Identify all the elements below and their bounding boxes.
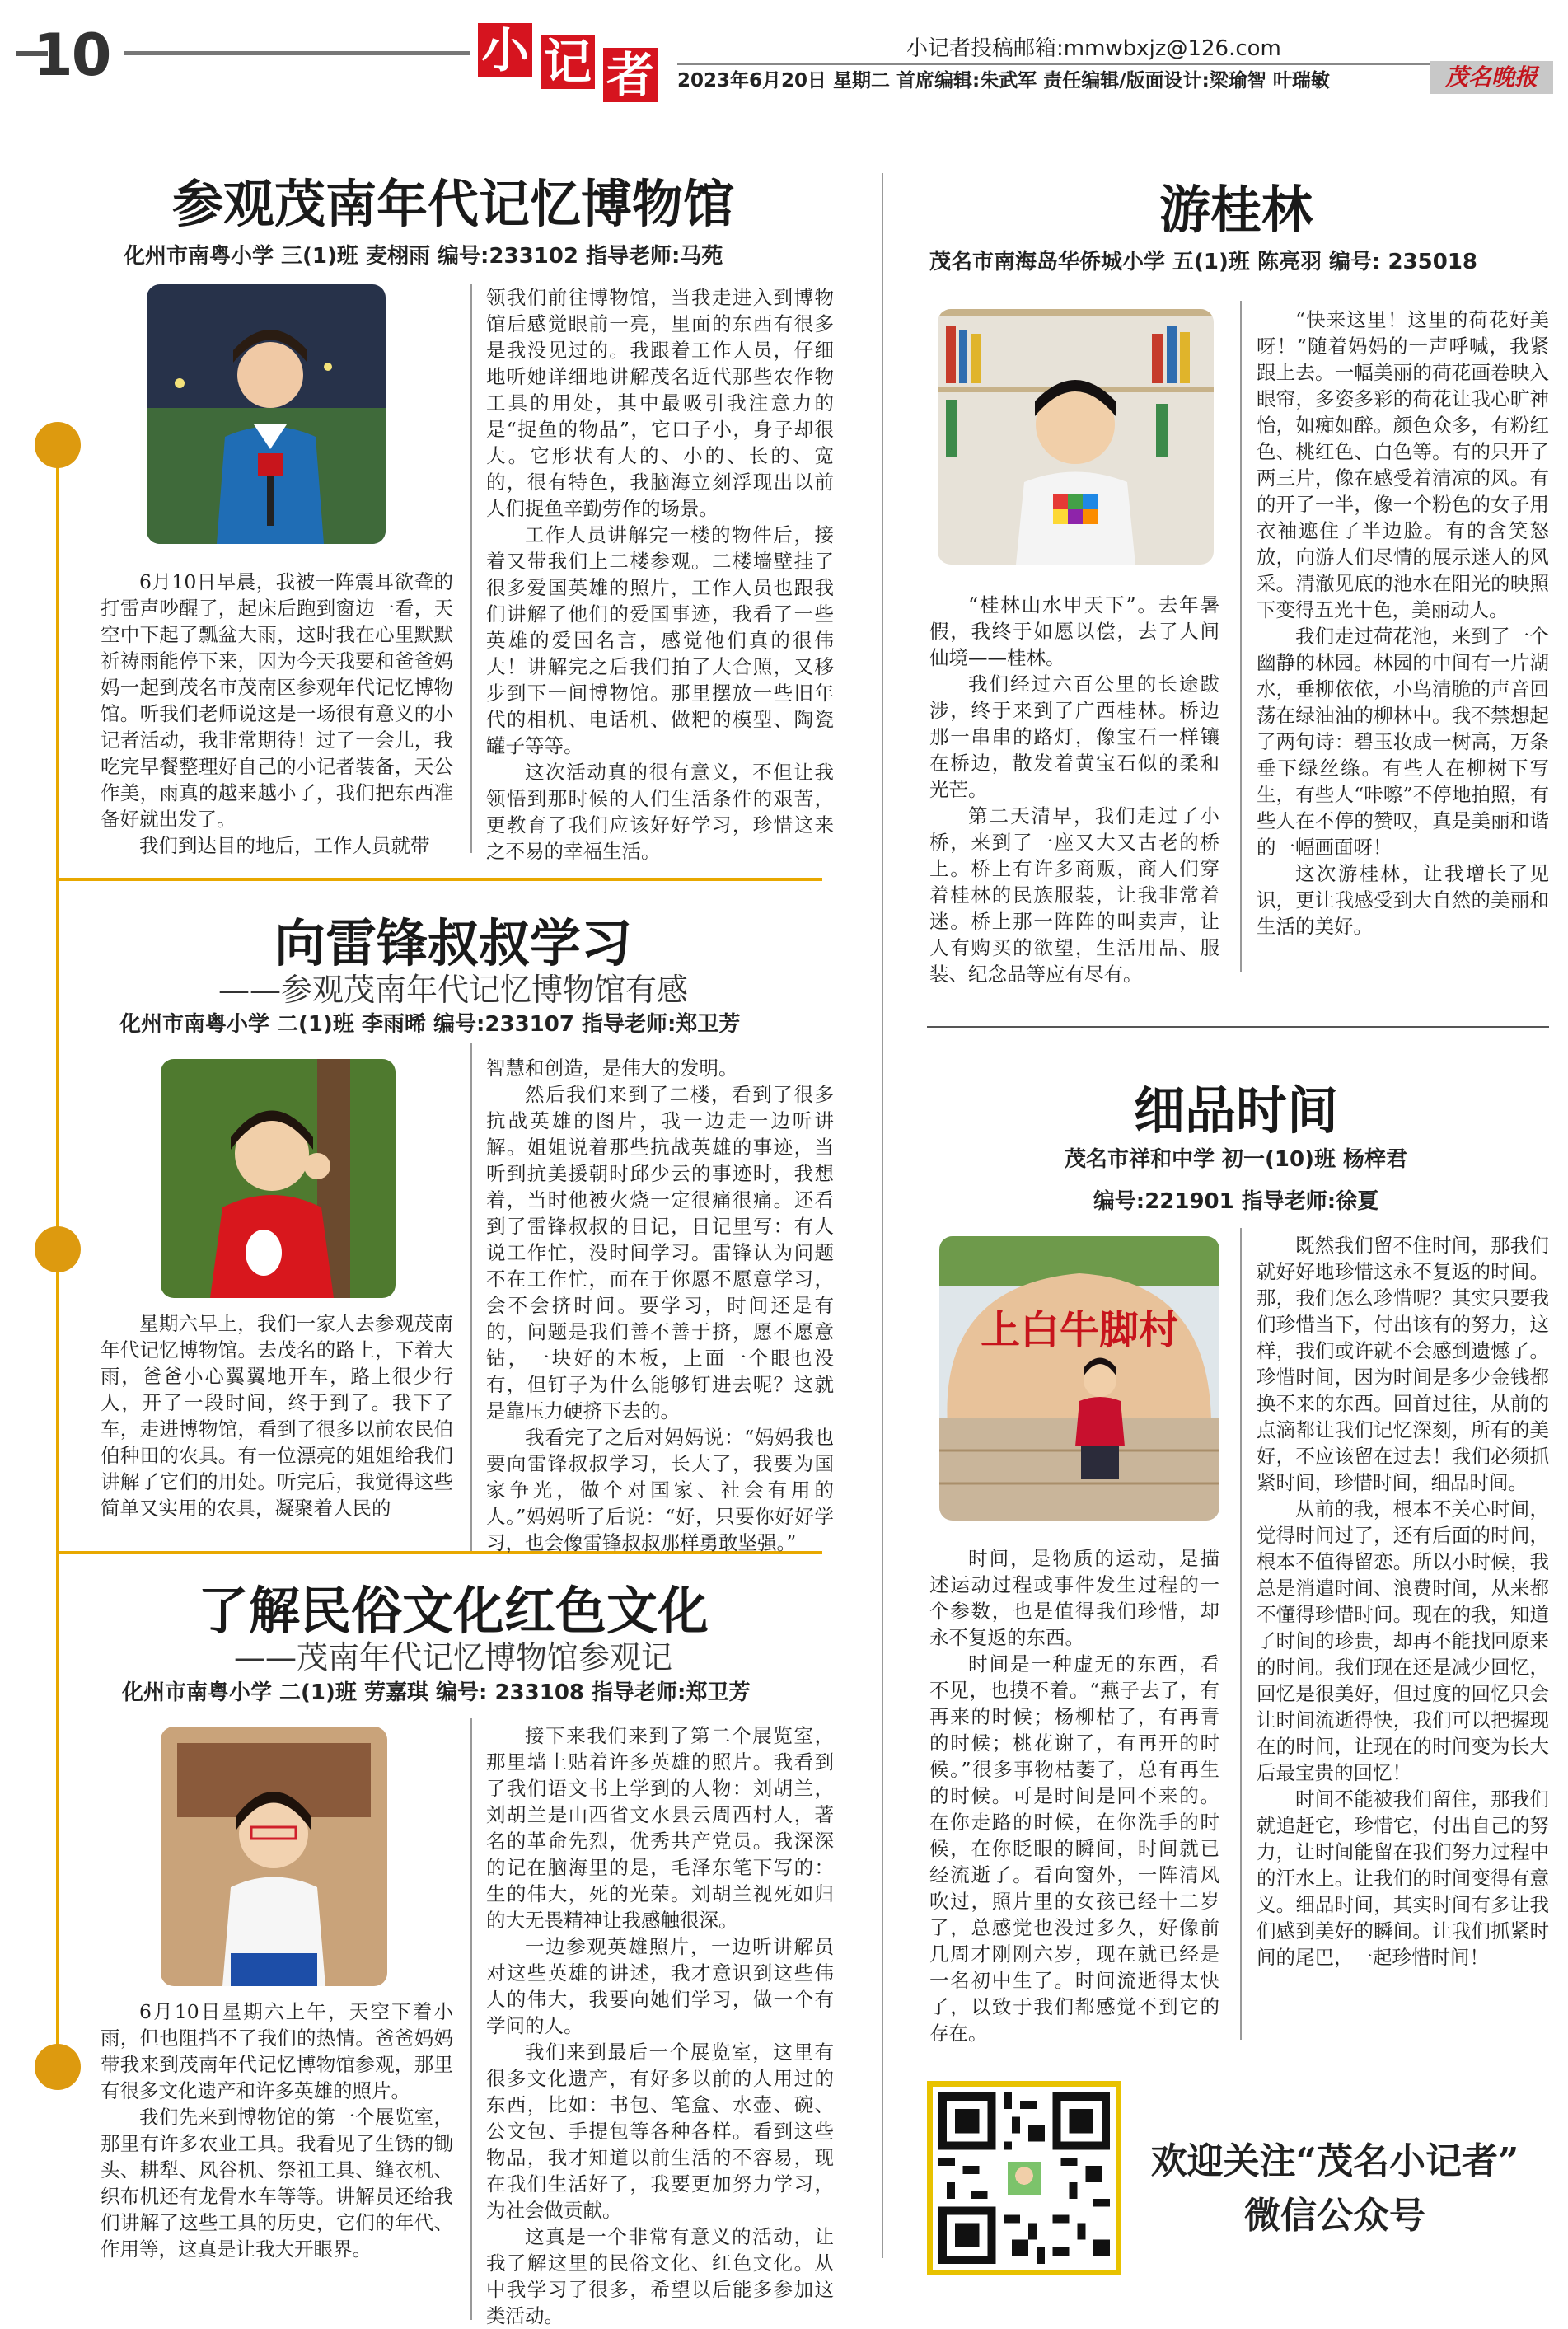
- paragraph: 时间，是物质的运动，是描述运动过程或事件发生过程的一个参数，也是值得我们珍惜，却永不复返的东西。: [929, 1547, 1219, 1649]
- article-column: [929, 592, 1219, 987]
- follow-caption: [1129, 2135, 1541, 2243]
- article-subtitle: ——参观茂南年代记忆博物馆有感: [218, 972, 688, 1008]
- reporter-photo: [147, 284, 386, 544]
- paragraph: 6月10日星期六上午，天空下着小雨，但也阻挡不了我们的热情。爸爸妈妈带我来到茂南年代记忆博物馆参观，那里有很多文化遗产和许多英雄的照片。: [101, 2000, 453, 2102]
- section-rule-1: [56, 878, 822, 881]
- article-title: 参观茂南年代记忆博物馆: [171, 174, 734, 234]
- center-divider: [882, 173, 883, 2258]
- paragraph: 我看完了之后对妈妈说：“妈妈我也要向雷锋叔叔学习，长大了，我要为国家争光，做个对国家、社会有用的人。”妈妈听了后说：“好，只要你好好学习，也会像雷锋叔叔那样勇敢坚强。”: [486, 1426, 834, 1554]
- qr-code[interactable]: [927, 2081, 1121, 2275]
- reporter-photo: [161, 1727, 387, 1986]
- brand-logo: [478, 23, 667, 105]
- paragraph: 一边参观英雄照片，一边听讲解员对这些英雄的讲述，我才意识到这些伟人的伟大，我要向她们学习，做一个有学问的人。: [486, 1935, 834, 2037]
- article-column: [486, 1722, 834, 2329]
- article-title: 了解民俗文化红色文化: [197, 1581, 709, 1641]
- article-column: [929, 1545, 1219, 2046]
- brand-char-3: 者: [603, 48, 658, 102]
- article-byline: 编号:221901 指导老师:徐夏: [1093, 1189, 1379, 1214]
- reporter-photo: [939, 1236, 1219, 1521]
- photo-sign-text: 上白牛脚村: [980, 1307, 1179, 1353]
- paragraph: 我们来到最后一个展览室，这里有很多文化遗产，有好多以前的人用过的东西，比如：书包、笔盒、水壶、碗、公文包、手提包等各种各样。看到这些物品，我才知道以前生活的不容易，现在我们生活好了，我要更加努力学习，为社会做贡献。: [486, 2041, 834, 2222]
- paragraph: 时间不能被我们留住，那我们就追赶它，珍惜它，付出自己的努力，让时间能留在我们努力过程中的汗水上。让我们的时间变得有意义。细品时间，其实时间有多让我们感到美好的瞬间。让我们抓紧时间的尾巴，一起珍惜时间！: [1257, 1788, 1549, 1969]
- a2-column-divider: [470, 1043, 472, 1553]
- article-byline: 茂名市南海岛华侨城小学 五(1)班 陈亮羽 编号: 235018: [929, 250, 1478, 274]
- brand-char-1: 小: [478, 23, 532, 77]
- a5-column-divider: [1240, 1228, 1242, 2040]
- a4-column-divider: [1240, 301, 1242, 972]
- paragraph: 星期六早上，我们一家人去参观茂南年代记忆博物馆。去茂名的路上，下着大雨，爸爸小心翼翼地开车，路上很少行人，开了一段时间，终于到了。我下了车，走进博物馆，看到了很多以前农民伯伯种田的农具。有一位漂亮的姐姐给我们讲解了它们的用处。听完后，我觉得这些简单又实用的农具，凝聚着人民的: [101, 1312, 453, 1520]
- article-column: [1257, 1232, 1549, 1971]
- article-title: 游桂林: [1158, 180, 1313, 240]
- article-column: [1257, 307, 1549, 940]
- paragraph: 时间是一种虚无的东西，看不见，也摸不着。“燕子去了，有再来的时候；杨柳枯了，有再青的时候；桃花谢了，有再开的时候。”很多事物枯萎了，总有再生的时候。可是时间是回不来的。在你走路的时候，在你洗手的时候，在你眨眼的瞬间，时间就已经流逝了。看向窗外，一阵清风吹过，照片里的女孩已经十二岁了，总感觉也没过多久，好像前几周才刚刚六岁，现在就已经是一名初中生了。时间流逝得太快了，以致于我们都感觉不到它的存在。: [929, 1652, 1219, 2045]
- reporter-photo: [938, 309, 1214, 565]
- header-rule: [124, 51, 470, 55]
- timeline-dot: [35, 2044, 81, 2090]
- article-column: [486, 1055, 834, 1556]
- article-title: 细品时间: [1133, 1080, 1338, 1141]
- page-number: 10: [33, 21, 110, 89]
- follow-line-2: 微信公众号: [1244, 2195, 1425, 2237]
- paragraph: 既然我们留不住时间，那我们就好好地珍惜这永不复返的时间。那，我们怎么珍惜呢？其实只要我们珍惜当下，付出该有的努力，这样，我们或许就不会感到遗憾了。珍惜时间，因为时间是多少金钱都换不来的东西。回首过往，从前的点滴都让我们记忆深刻，所有的美好，不应该留在过去！我们必须抓紧时间，珍惜时间，细品时间。: [1257, 1234, 1549, 1494]
- article-byline: 化州市南粤小学 三(1)班 麦栩雨 编号:233102 指导老师:马苑: [124, 244, 723, 269]
- a3-column-divider: [470, 1718, 472, 2320]
- timeline-dot: [35, 1226, 81, 1272]
- paragraph: 我们走过荷花池，来到了一个幽静的林园。林园的中间有一片湖水，垂柳依依，小鸟清脆的声音回荡在绿油油的柳林中。我不禁想起了两句诗：碧玉妆成一树高，万条垂下绿丝绦。有些人在柳树下写生，有些人“咔嚓”不停地拍照，有些人在不停的赞叹，真是美丽和谐的一幅画面呀！: [1257, 625, 1549, 859]
- paragraph: 工作人员讲解完一楼的物件后，接着又带我们上二楼参观。二楼墙壁挂了很多爱国英雄的照片，工作人员也跟我们讲解了他们的爱国事迹，我看了一些英雄的爱国名言，感觉他们真的很伟大！讲解完之后我们拍了大合照，又移步到下一间博物馆。那里摆放一些旧年代的相机、电话机、做粑的模型、陶瓷罐子等等。: [486, 523, 834, 757]
- article-subtitle: ——茂南年代记忆博物馆参观记: [233, 1639, 672, 1675]
- paragraph: 我们经过六百公里的长途跋涉，终于来到了广西桂林。桥边那一串串的路灯，像宝石一样镶在桥边，散发着黄宝石似的柔和光芒。: [929, 672, 1219, 801]
- timeline-dot: [35, 422, 81, 468]
- paragraph: 智慧和创造，是伟大的发明。: [486, 1057, 738, 1080]
- paragraph: 领我们前往博物馆，当我走进入到博物馆后感觉眼前一亮，里面的东西有很多是我没见过的。我跟着工作人员，仔细地听她详细地讲解茂名近代那些农作物工具的用处，其中最吸引我注意力的是“捉鱼的物品”，它口子小，身子却很大。它形状有大的、小的、长的、宽的，很有特色，我脑海立刻浮现出以前人们捉鱼辛勤劳作的场景。: [486, 286, 834, 520]
- dateline-text: 2023年6月20日 星期二 首席编辑:朱武军 责任编辑/版面设计:梁瑜智 叶瑞敏: [677, 70, 1330, 91]
- paragraph: 这次活动真的很有意义，不但让我领悟到那时候的人们生活条件的艰苦，更教育了我们应该好好学习，珍惜这来之不易的幸福生活。: [486, 761, 834, 863]
- paper-logo: 茂名晚报: [1430, 61, 1553, 94]
- brand-char-2: 记: [541, 35, 595, 89]
- article-column: [101, 569, 453, 859]
- article-byline: 化州市南粤小学 二(1)班 劳嘉琪 编号: 233108 指导老师:郑卫芳: [122, 1680, 751, 1705]
- paragraph: 这次游桂林，让我增长了见识，更让我感受到大自然的美丽和生活的美好。: [1257, 862, 1549, 938]
- article-byline: 化州市南粤小学 二(1)班 李雨晞 编号:233107 指导老师:郑卫芳: [119, 1012, 741, 1037]
- a1-column-divider: [470, 284, 472, 853]
- article-column: [101, 1310, 453, 1521]
- paragraph: 第二天清早，我们走过了小桥，来到了一座又大又古老的桥上。桥上有许多商贩，商人们穿着桂林的民族服装，让我非常着迷。桥上那一阵阵的叫卖声，让人有购买的欲望，生活用品、服装、纪念品等应有尽有。: [929, 804, 1219, 986]
- article-title: 向雷锋叔叔学习: [274, 913, 632, 973]
- follow-line-1: 欢迎关注“茂名小记者”: [1150, 2140, 1519, 2182]
- paragraph: 这真是一个非常有意义的活动，让我了解这里的民俗文化、红色文化。从中我学习了很多，希望以后能多参加这类活动。: [486, 2225, 834, 2327]
- paragraph: 6月10日早晨，我被一阵震耳欲聋的打雷声吵醒了，起床后跑到窗边一看，天空中下起了瓢盆大雨，这时我在心里默默祈祷雨能停下来，因为今天我要和爸爸妈妈一起到茂名市茂南区参观年代记忆博物馆。听我们老师说这是一场很有意义的小记者活动，我非常期待！过了一会儿，我吃完早餐整理好自己的小记者装备，天公作美，雨真的越来越小了，我们把东西准备好就出发了。: [101, 570, 453, 831]
- paragraph: 然后我们来到了二楼，看到了很多抗战英雄的图片，我一边走一边听讲解。姐姐说着那些抗战英雄的事迹，当听到抗美援朝时邱少云的事迹时，我想着，当时他被火烧一定很痛很痛。还看到了雷锋叔叔的日记，日记里写：有人说工作忙，没时间学习。雷锋认为问题不在工作忙，而在于你愿不愿意学习，会不会挤时间。要学习，时间还是有的，问题是我们善不善于挤，愿不愿意钻，一块好的木板，上面一个眼也没有，但钉子为什么能够钉进去呢？这就是靠压力硬挤下去的。: [486, 1083, 834, 1422]
- article-byline: 茂名市祥和中学 初一(10)班 杨梓君: [1064, 1147, 1408, 1172]
- paragraph: “桂林山水甲天下”。去年暑假，我终于如愿以偿，去了人间仙境——桂林。: [929, 593, 1219, 669]
- paragraph: 接下来我们来到了第二个展览室，那里墙上贴着许多英雄的照片。我看到了我们语文书上学到的人物：刘胡兰，刘胡兰是山西省文水县云周西村人，著名的革命先烈，优秀共产党员。我深深的记在脑海里的是，毛泽东笔下写的：生的伟大，死的光荣。刘胡兰视死如归的大无畏精神让我感触很深。: [486, 1724, 834, 1932]
- right-section-rule: [927, 1026, 1549, 1028]
- paragraph: 我们先来到博物馆的第一个展览室，那里有许多农业工具。我看见了生锈的锄头、耕犁、风谷机、祭祖工具、缝衣机、织布机还有龙骨水车等等。讲解员还给我们讲解了这些工具的历史，它们的年代、作用等，这真是让我大开眼界。: [101, 2106, 453, 2261]
- paragraph: 我们到达目的地后，工作人员就带: [139, 834, 430, 857]
- dateline: [677, 63, 1551, 98]
- submission-email: 小记者投稿邮箱:mmwbxjz@126.com: [906, 36, 1281, 61]
- article-column: [101, 1999, 453, 2262]
- paragraph: “快来这里！这里的荷花好美呀！”随着妈妈的一声呼喊，我紧跟上去。一幅美丽的荷花画卷映入眼帘，多姿多彩的荷花让我心旷神怡，如痴如醉。颜色众多，有粉红色、桃红色、白色等。有的只开了两三片，像在感受着清凉的风。有的开了一半，像一个粉色的女子用衣袖遮住了半边脸。有的含笑怒放，向游人们尽情的展示迷人的风采。清澈见底的池水在阳光的映照下变得五光十色，美丽动人。: [1257, 308, 1549, 621]
- reporter-photo: [161, 1059, 396, 1298]
- article-column: [486, 284, 834, 865]
- paragraph: 从前的我，根本不关心时间，觉得时间过了，还有后面的时间，根本不值得留恋。所以小时候，我总是消遣时间、浪费时间，从来都不懂得珍惜时间。现在的我，知道了时间的珍贵，却再不能找回原来的时间。我们现在还是减少回忆，回忆是很美好，但过度的回忆只会让时间流逝得快，我们可以把握现在的时间，让现在的时间变为长大后最宝贵的回忆！: [1257, 1497, 1549, 1784]
